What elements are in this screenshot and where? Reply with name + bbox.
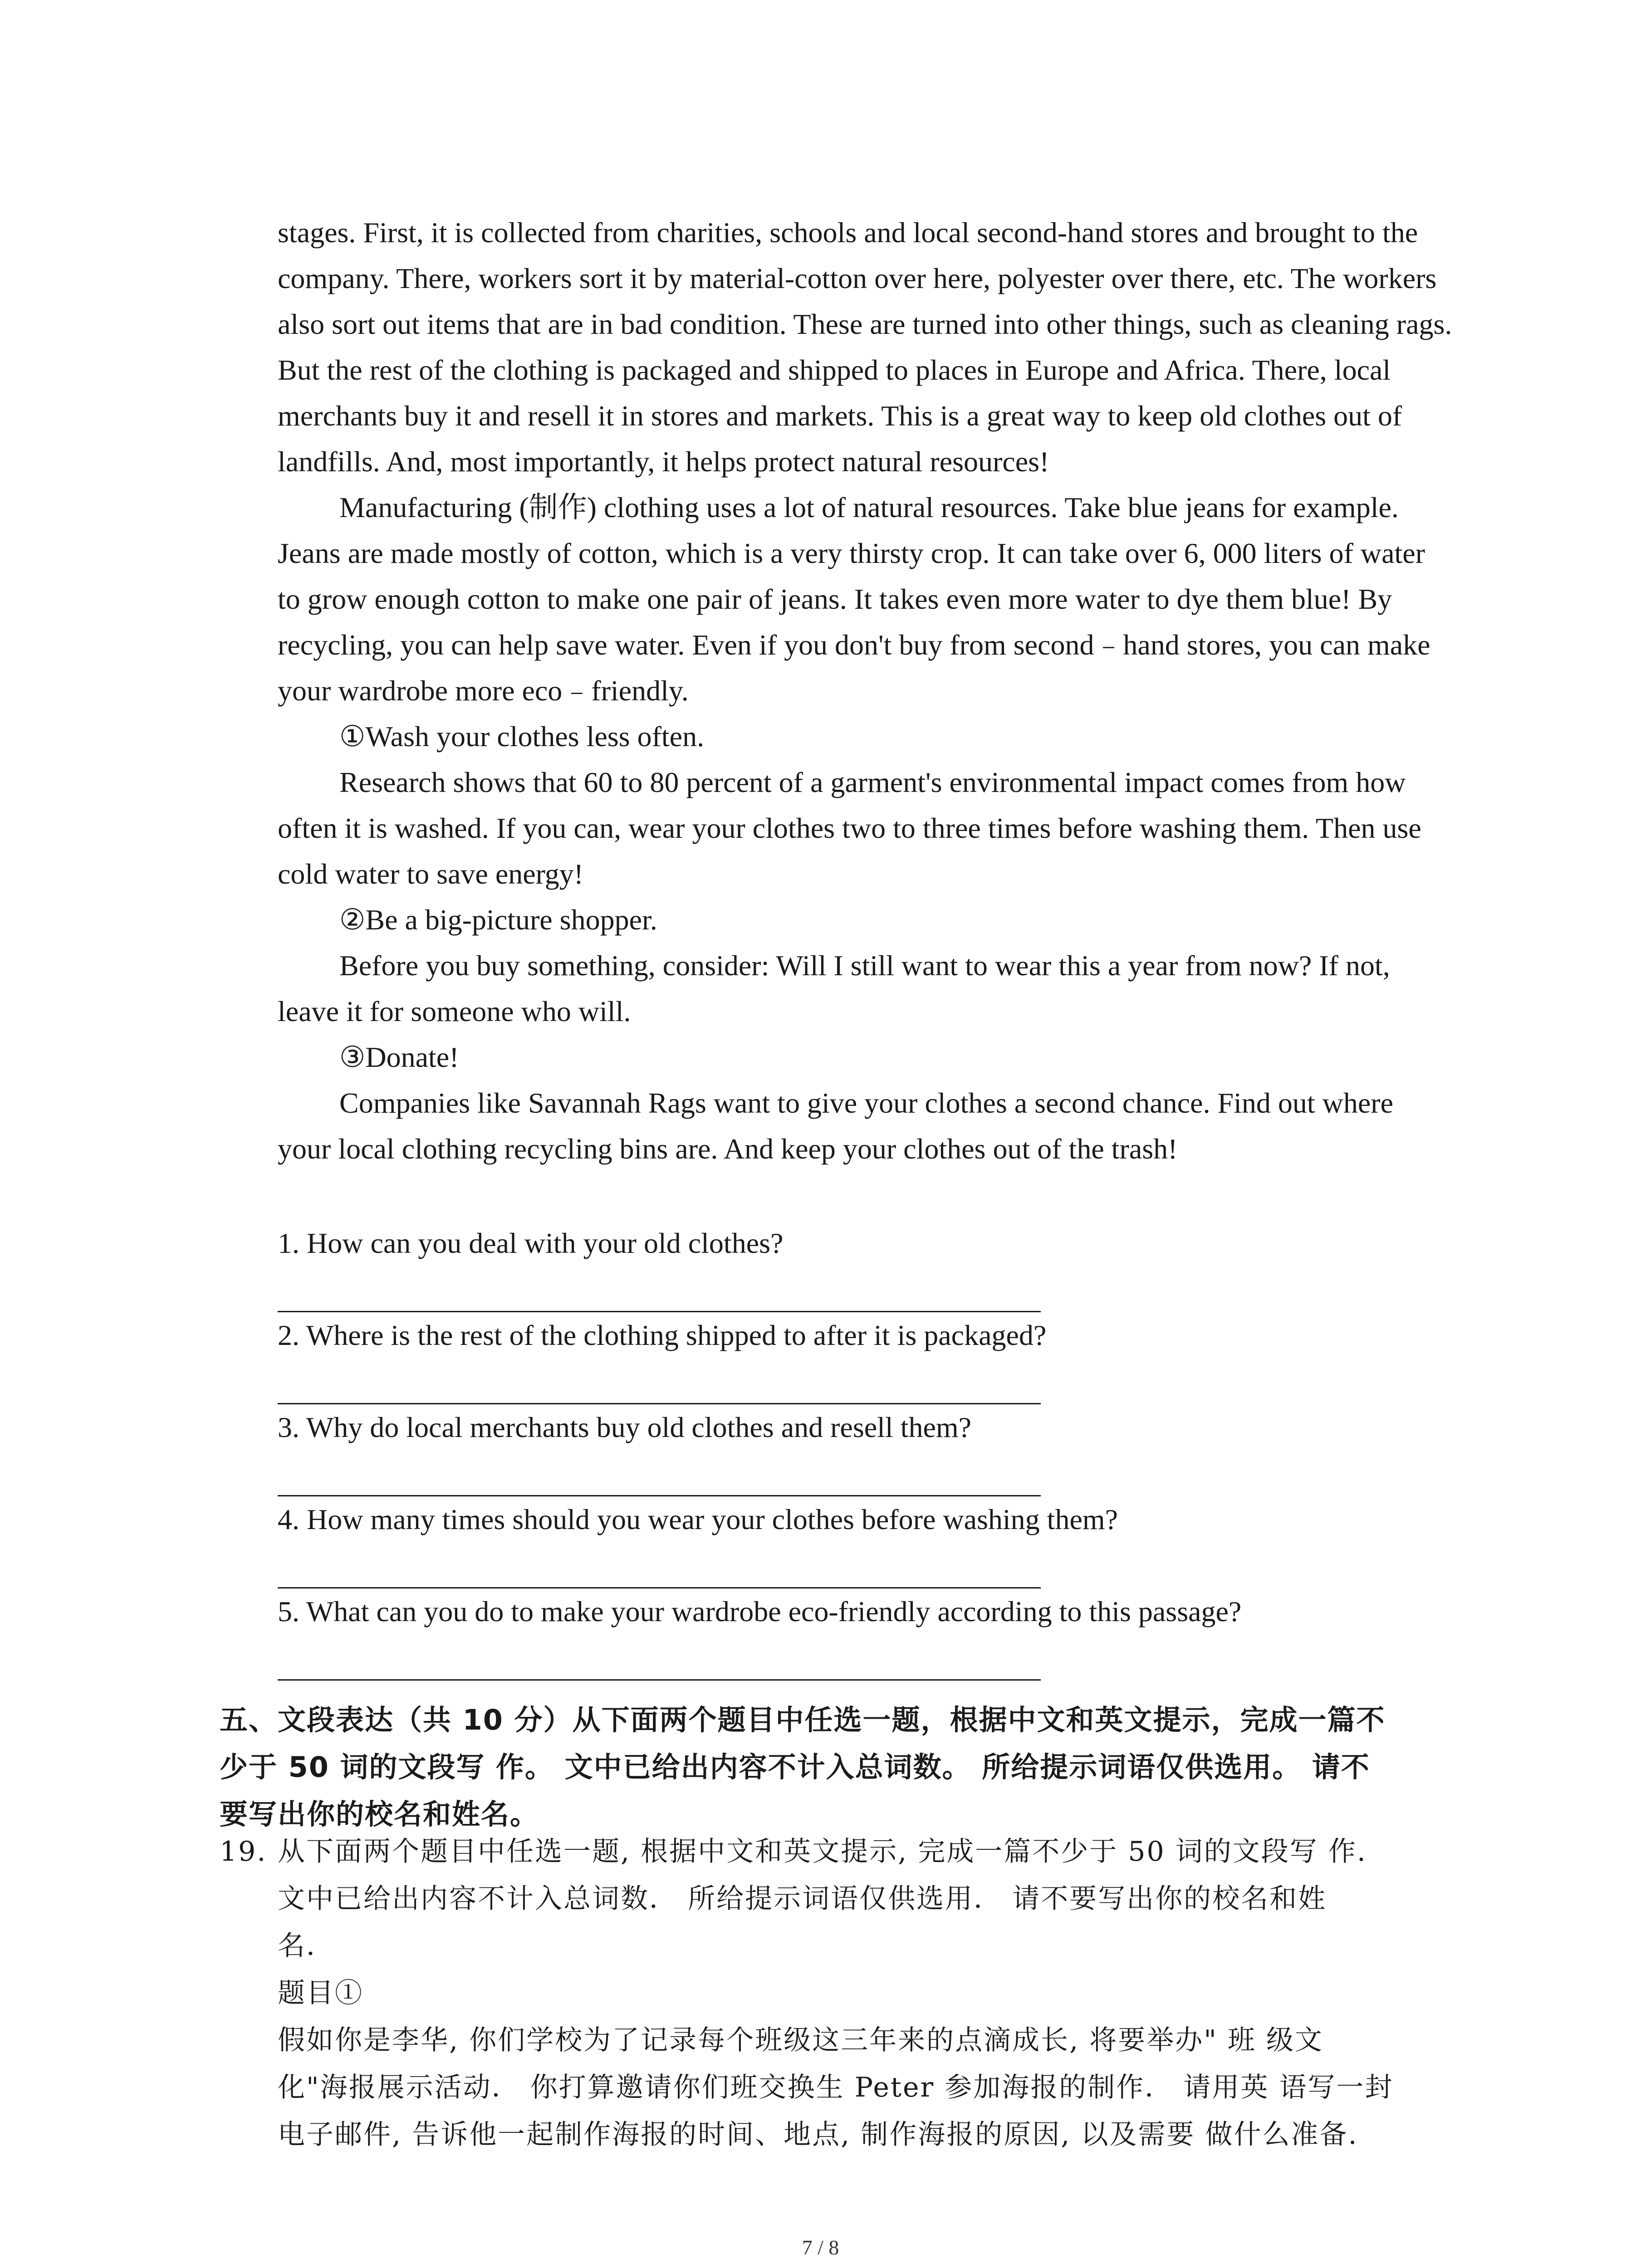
task-body [278, 1828, 1454, 2158]
task-line: 假如你是李华, 你们学校为了记录每个班级这三年来的点滴成长, 将要举办" 班 级文 [278, 2024, 1324, 2056]
task-line: 化"海报展示活动． 你打算邀请你们班交换生 Peter 参加海报的制作． 请用英 语写一封 [278, 2072, 1394, 2103]
passage-paragraph: Companies like Savannah Rags want to give your clothes a second chance. Find out where your local clothing recycling bins are. And keep your clothes out of the trash! [278, 1087, 1393, 1165]
question-item [278, 1404, 1466, 1496]
question-item [278, 1589, 1466, 1681]
answer-line[interactable] [278, 1358, 1041, 1404]
question-text: 4. How many times should you wear your clothes before washing them? [278, 1503, 1118, 1535]
passage-tip-heading: ①Wash your clothes less often. [339, 720, 705, 753]
page-number: 7 / 8 [802, 2236, 839, 2259]
passage-paragraph: Research shows that 60 to 80 percent of a garment's environmental impact comes from how often it is washed. If you can, wear your clothes two to three times before washing them. Then use cold water to save energy! [278, 766, 1421, 890]
answer-line[interactable] [278, 1542, 1041, 1589]
writing-task [220, 1828, 1454, 2158]
question-item [278, 1312, 1466, 1404]
topic-label: 题目① [278, 1977, 363, 2009]
task-line: 文中已给出内容不计入总词数． 所给提示词语仅供选用． 请不要写出你的校名和姓 [278, 1883, 1327, 1915]
passage-paragraph: Before you buy something, consider: Will I still want to wear this a year from now? If not, leave it for someone who will. [278, 949, 1390, 1027]
task-line: 电子邮件, 告诉他一起制作海报的时间、地点, 制作海报的原因, 以及需要 做什么准备. [278, 2119, 1358, 2151]
reading-passage [278, 210, 1453, 1172]
answer-line[interactable] [278, 1266, 1041, 1312]
passage-paragraph: Manufacturing (制作) clothing uses a lot of natural resources. Take blue jeans for example. Jeans are made mostly of cotton, which is a very thirsty crop. It can take over 6, 000 liters of water to grow enough cotton to make one pair of jeans. It takes even more water to dye them blue! By recycling, you can help save water. Even if you don't buy from second﹣hand stores, you can make your wardrobe more eco﹣friendly. [278, 491, 1430, 707]
task-line: 从下面两个题目中任选一题, 根据中文和英文提示, 完成一篇不少于 50 词的文段写 作. [278, 1836, 1367, 1867]
question-list [278, 1220, 1466, 1681]
task-number: 19. [220, 1836, 267, 1867]
section-heading-line: 要写出你的校名和姓名。 [220, 1798, 539, 1831]
section-heading-line: 少于 50 词的文段写 作。 文中已给出内容不计入总词数。 所给提示词语仅供选用。 请不 [220, 1750, 1370, 1784]
question-item [278, 1496, 1466, 1589]
task-row [220, 1828, 1454, 2158]
passage-tip-heading: ②Be a big-picture shopper. [339, 904, 657, 936]
question-text: 1. How can you deal with your old clothes? [278, 1227, 784, 1259]
question-item [278, 1220, 1466, 1312]
section-heading [220, 1696, 1454, 1838]
question-text: 2. Where is the rest of the clothing shipped to after it is packaged? [278, 1319, 1047, 1351]
passage-tip-heading: ③Donate! [339, 1041, 459, 1073]
section-heading-line: 五、文段表达（共 10 分）从下面两个题目中任选一题，根据中文和英文提示，完成一篇不 [220, 1703, 1386, 1736]
task-line: 名． [278, 1930, 335, 1962]
answer-line[interactable] [278, 1634, 1041, 1681]
question-text: 3. Why do local merchants buy old clothes and resell them? [278, 1411, 972, 1443]
passage-paragraph: stages. First, it is collected from charities, schools and local second-hand stores and brought to the company. There, workers sort it by material-cotton over here, polyester over there, etc. The workers also sort out items that are in bad condition. These are turned into other things, such as cleaning rags. But the rest of the clothing is packaged and shipped to places in Europe and Africa. There, local merchants buy it and resell it in stores and markets. This is a great way to keep old clothes out of landfills. And, most importantly, it helps protect natural resources! [278, 216, 1452, 478]
answer-line[interactable] [278, 1450, 1041, 1496]
question-text: 5. What can you do to make your wardrobe eco-friendly according to this passage? [278, 1595, 1242, 1628]
